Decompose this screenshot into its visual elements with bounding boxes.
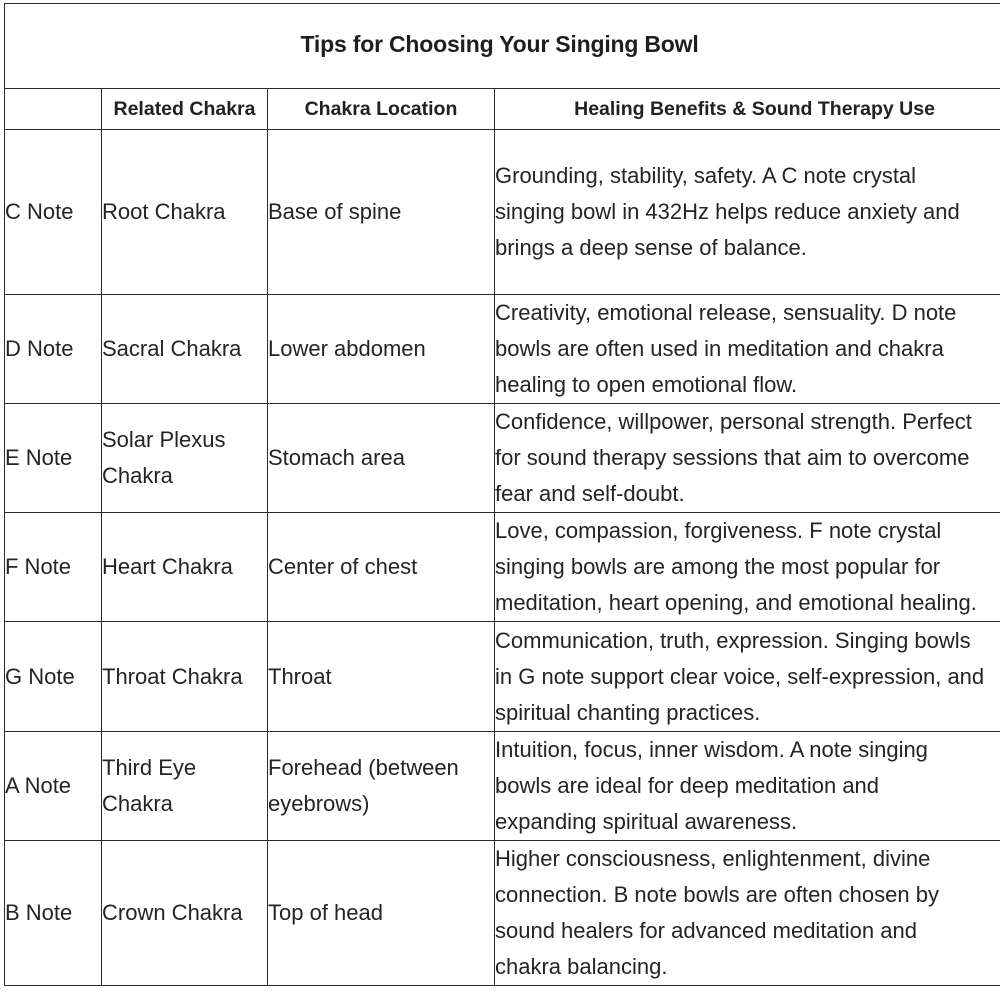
chakra-text: Root Chakra <box>102 199 226 224</box>
location-text: Base of spine <box>268 199 402 224</box>
column-header-related-chakra: Related Chakra <box>102 89 268 130</box>
note-cell: C Note <box>5 130 102 295</box>
note-cell: G Note <box>5 622 102 732</box>
benefits-line: Intuition, focus, inner wisdom. A note singing <box>495 737 928 762</box>
table-row <box>5 513 1000 622</box>
chakra-text: Sacral Chakra <box>102 336 242 361</box>
location-text: Stomach area <box>268 445 405 470</box>
benefits-line: Grounding, stability, safety. A C note crystal <box>495 163 917 188</box>
chakra-text: Solar Plexus <box>102 427 226 452</box>
table-title-text: Tips for Choosing Your Singing Bowl <box>300 30 699 57</box>
table-row <box>5 130 1000 295</box>
table-row <box>5 404 1000 513</box>
header-row <box>5 89 1000 130</box>
chakra-cell <box>102 404 268 513</box>
benefits-line: in G note support clear voice, self-expression, and <box>495 663 985 689</box>
benefits-cell <box>495 622 1000 732</box>
benefits-line: chakra balancing. <box>495 954 668 979</box>
chakra-cell <box>102 732 268 841</box>
location-cell <box>268 513 495 622</box>
table-row <box>5 295 1000 404</box>
note-cell: F Note <box>5 513 102 622</box>
column-header-note <box>5 89 102 130</box>
benefits-line: singing bowls are among the most popular for <box>495 554 941 579</box>
benefits-cell <box>495 404 1000 513</box>
note-cell: A Note <box>5 732 102 841</box>
note-cell: E Note <box>5 404 102 513</box>
location-cell <box>268 732 495 841</box>
table-title <box>5 4 1000 89</box>
location-cell <box>268 622 495 732</box>
chakra-text: Chakra <box>102 463 173 488</box>
location-text: Throat <box>268 663 332 689</box>
location-cell <box>268 130 495 295</box>
location-cell <box>268 404 495 513</box>
benefits-cell <box>495 513 1000 622</box>
table-row <box>5 841 1000 986</box>
chakra-text: Third Eye <box>102 755 197 780</box>
note-cell: B Note <box>5 841 102 986</box>
location-cell <box>268 295 495 404</box>
location-text: Forehead (between <box>268 755 459 780</box>
chakra-text: Throat Chakra <box>102 663 243 689</box>
location-text: eyebrows) <box>268 791 370 816</box>
table-row <box>5 732 1000 841</box>
benefits-cell <box>495 841 1000 986</box>
benefits-cell <box>495 295 1000 404</box>
benefits-line: sound healers for advanced meditation and <box>495 918 917 943</box>
benefits-line: bowls are ideal for deep meditation and <box>495 773 880 798</box>
benefits-line: meditation, heart opening, and emotional healing. <box>495 590 977 615</box>
title-row <box>5 4 1000 89</box>
column-header-chakra-location: Chakra Location <box>268 89 495 130</box>
singing-bowl-tips-table <box>4 3 1000 986</box>
chakra-text: Heart Chakra <box>102 554 233 579</box>
chakra-text: Chakra <box>102 791 173 816</box>
chakra-cell <box>102 622 268 732</box>
benefits-cell <box>495 130 1000 295</box>
benefits-line: singing bowl in 432Hz helps reduce anxiety and <box>495 199 960 224</box>
benefits-line: brings a deep sense of balance. <box>495 235 807 260</box>
benefits-line: Confidence, willpower, personal strength. Perfect <box>495 409 972 434</box>
benefits-line: spiritual chanting practices. <box>495 699 761 725</box>
location-cell <box>268 841 495 986</box>
note-cell: D Note <box>5 295 102 404</box>
benefits-line: connection. B note bowls are often chosen by <box>495 882 939 907</box>
chakra-text: Crown Chakra <box>102 900 243 925</box>
chakra-cell <box>102 130 268 295</box>
benefits-line: Communication, truth, expression. Singing bowls <box>495 627 971 653</box>
table-row <box>5 622 1000 732</box>
benefits-line: Higher consciousness, enlightenment, divine <box>495 846 931 871</box>
benefits-cell <box>495 732 1000 841</box>
location-text: Top of head <box>268 900 383 925</box>
benefits-line: Love, compassion, forgiveness. F note crystal <box>495 518 942 543</box>
benefits-line: bowls are often used in meditation and chakra <box>495 336 944 361</box>
column-header-healing-benefits: Healing Benefits & Sound Therapy Use <box>495 89 1000 130</box>
singing-bowl-tips-document <box>4 3 1000 986</box>
benefits-line: for sound therapy sessions that aim to overcome <box>495 445 970 470</box>
chakra-cell <box>102 513 268 622</box>
benefits-line: fear and self-doubt. <box>495 481 685 506</box>
location-text: Center of chest <box>268 554 418 579</box>
benefits-line: expanding spiritual awareness. <box>495 809 798 834</box>
benefits-line: healing to open emotional flow. <box>495 372 798 397</box>
benefits-line: Creativity, emotional release, sensuality. D note <box>495 300 957 325</box>
chakra-cell <box>102 841 268 986</box>
chakra-cell <box>102 295 268 404</box>
location-text: Lower abdomen <box>268 336 426 361</box>
